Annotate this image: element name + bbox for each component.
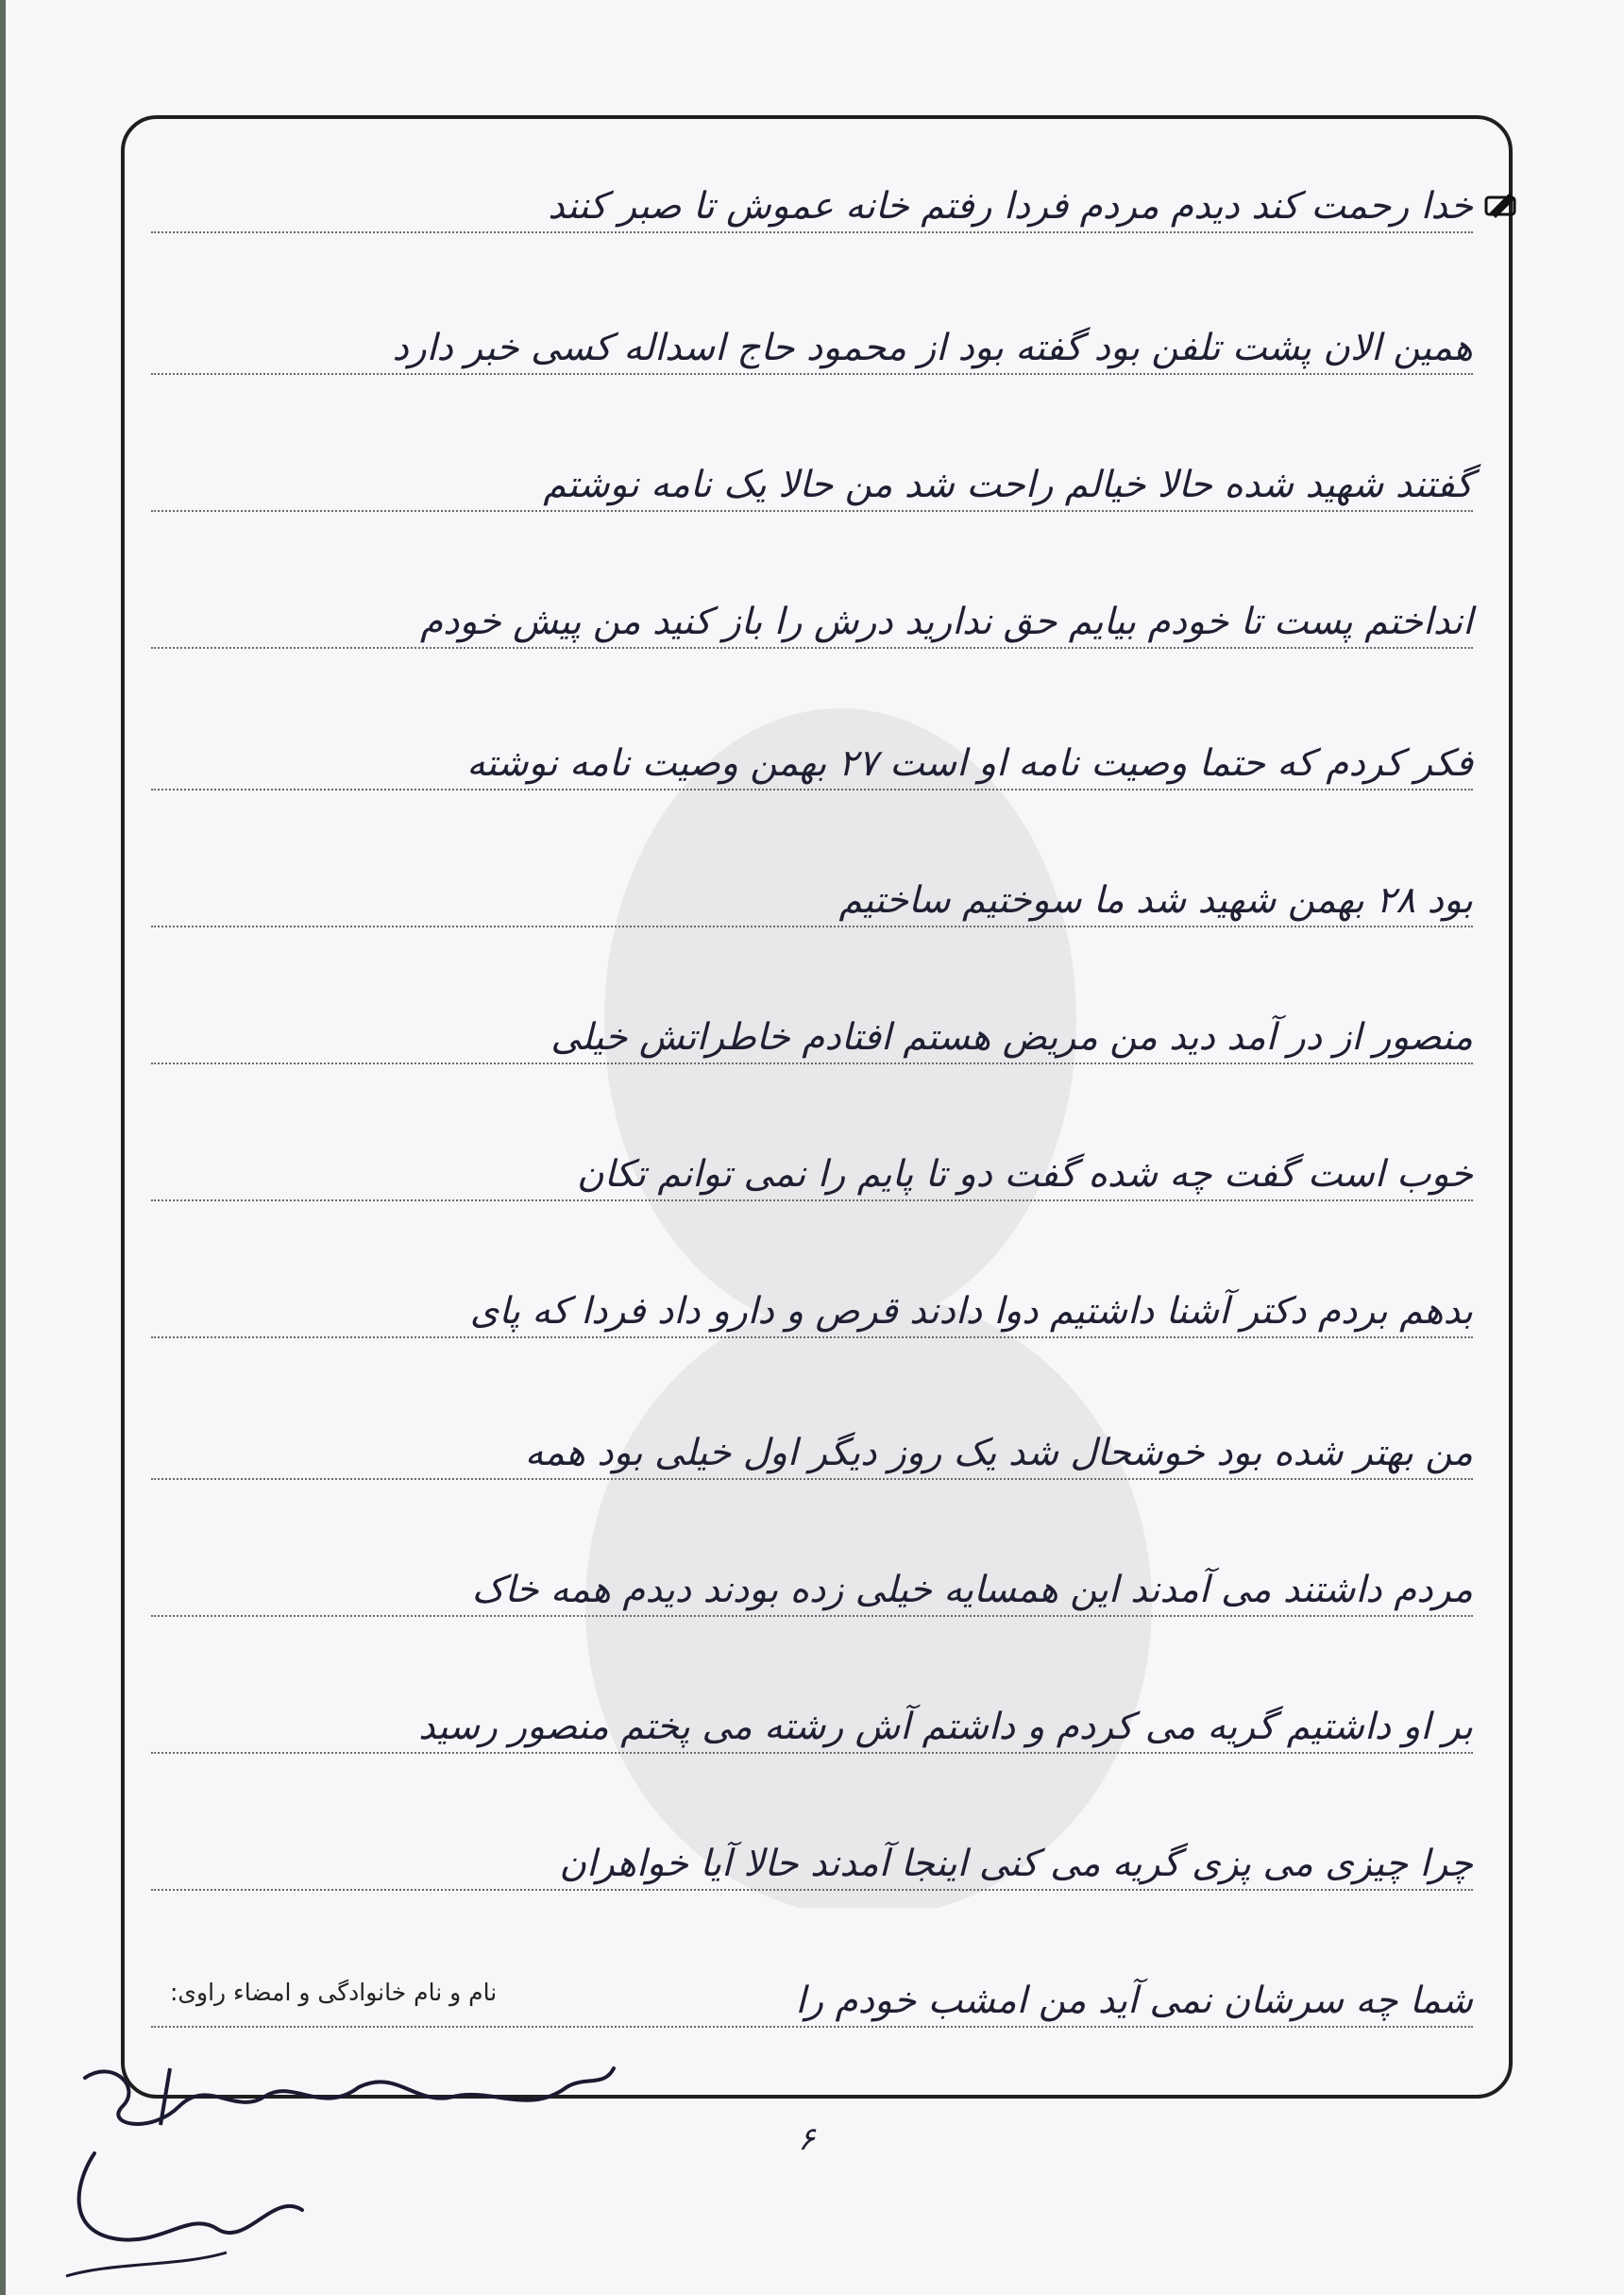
text-line <box>151 444 1473 512</box>
narrator-signature-label: نام و نام خانوادگی و امضاء راوی: <box>170 1979 498 2006</box>
page-frame <box>121 115 1513 2099</box>
text-line <box>151 1270 1473 1338</box>
pen-icon <box>1482 190 1520 220</box>
line-text: منصور از در آمد دید من مریض هستم افتادم خاطراتش خیلی <box>550 1016 1473 1059</box>
line-text: من بهتر شده بود خوشحال شد یک روز دیگر اول خیلی بود همه <box>524 1432 1473 1474</box>
line-text: گفتند شهید شده حالا خیالم راحت شد من حالا یک نامه نوشتم <box>543 464 1473 506</box>
line-text: بدهم بردم دکتر آشنا داشتیم دوا دادند قرص و دارو داد فردا که پای <box>469 1290 1473 1333</box>
handwritten-signature <box>57 2049 642 2286</box>
page-number: ۶ <box>798 2120 816 2158</box>
text-line <box>151 722 1473 790</box>
text-line <box>151 859 1473 927</box>
text-line <box>151 581 1473 649</box>
line-text: مردم داشتند می آمدند این همسایه خیلی زده بودند دیدم همه خاک <box>471 1569 1473 1611</box>
text-line <box>151 996 1473 1064</box>
line-text: بود ۲۸ بهمن شهید شد ما سوختیم ساختیم <box>838 879 1473 922</box>
line-text: بر او داشتیم گریه می کردم و داشتم آش رشته می پختم منصور رسید <box>418 1706 1473 1748</box>
text-line <box>151 1823 1473 1891</box>
scan-left-edge <box>0 0 6 2295</box>
line-text: انداختم پست تا خودم بیایم حق ندارید درش را باز کنید من پیش خودم <box>419 601 1473 643</box>
line-text: خدا رحمت کند دیدم مردم فردا رفتم خانه عموش تا صبر کنند <box>548 185 1473 228</box>
line-text: خوب است گفت چه شده گفت دو تا پایم را نمی توانم تکان <box>577 1153 1473 1196</box>
text-line <box>151 307 1473 375</box>
line-text: چرا چیزی می پزی گریه می کنی اینجا آمدند حالا آیا خواهران <box>559 1843 1473 1885</box>
text-line <box>151 1686 1473 1754</box>
text-line <box>151 165 1473 233</box>
text-line <box>151 1133 1473 1201</box>
text-line <box>151 1412 1473 1480</box>
line-text: فکر کردم که حتما وصیت نامه او است ۲۷ بهمن وصیت نامه نوشته <box>466 742 1473 785</box>
line-text: شما چه سرشان نمی آید من امشب خودم را <box>795 1980 1473 2022</box>
line-text: همین الان پشت تلفن بود گفته بود از محمود حاج اسداله کسی خبر دارد <box>392 327 1473 369</box>
text-line <box>151 1549 1473 1617</box>
